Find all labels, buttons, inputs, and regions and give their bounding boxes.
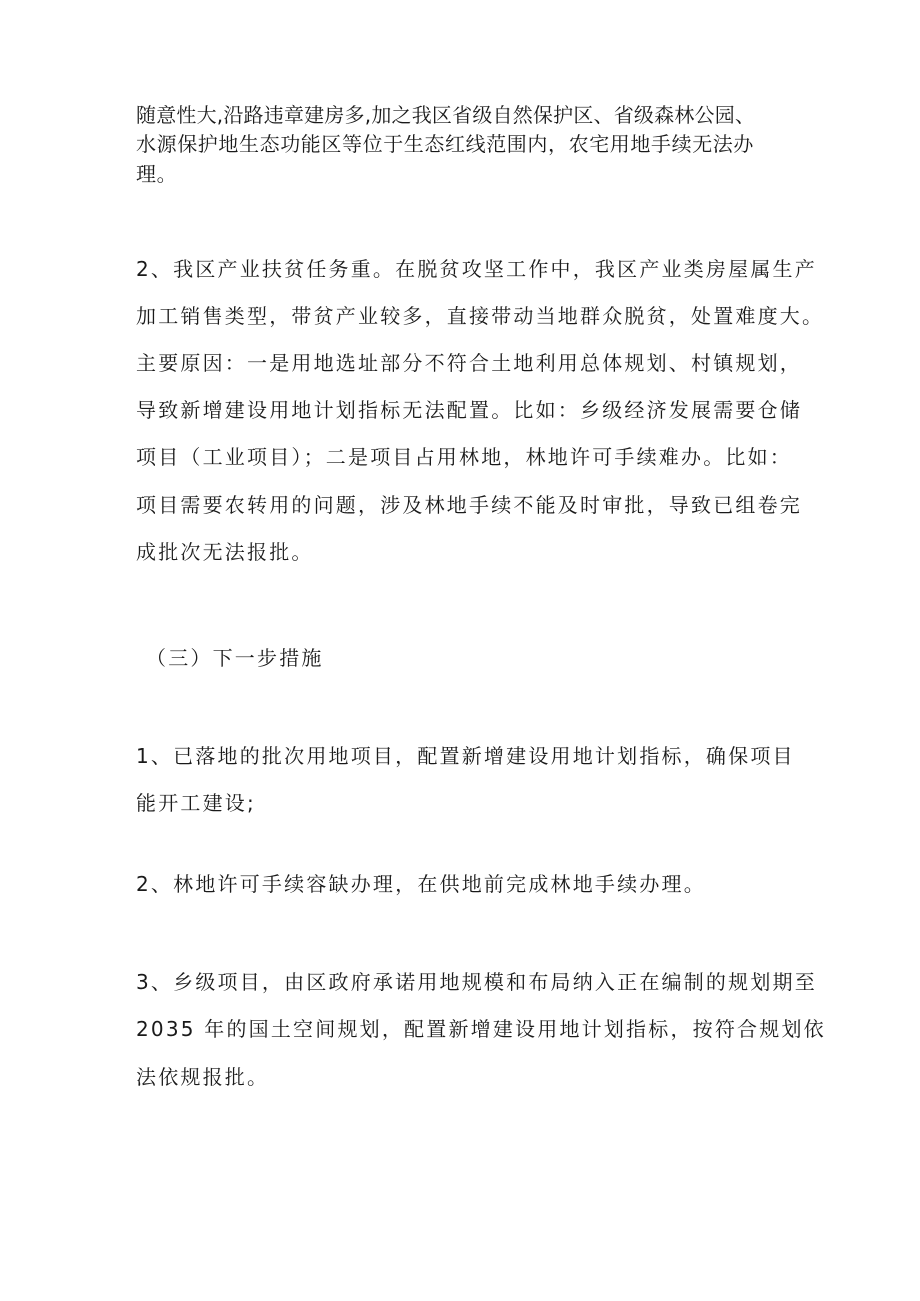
- text-line: 能开工建设;: [136, 791, 256, 815]
- text-line: 3、乡级项目，由区政府承诺用地规模和布局纳入正在编制的规划期至: [136, 970, 817, 994]
- text-line: 1、已落地的批次用地项目，配置新增建设用地计划指标，确保项目: [136, 744, 795, 768]
- section-heading: （三）下一步措施: [146, 646, 324, 670]
- text-line: 主要原因：一是用地选址部分不符合土地利用总体规划、村镇规划，: [136, 351, 802, 375]
- text-line: 项目需要农转用的问题，涉及林地手续不能及时审批，导致已组卷完: [136, 493, 802, 517]
- text-line: 随意性大,沿路违章建房多,加之我区省级自然保护区、省级森林公园、: [136, 103, 756, 127]
- text-line: 2、我区产业扶贫任务重。在脱贫攻坚工作中，我区产业类房屋属生产: [136, 257, 817, 281]
- text-line: 法依规报批。: [136, 1065, 270, 1089]
- text-line: 项目（工业项目）；二是项目占用林地，林地许可手续难办。比如：: [136, 445, 792, 469]
- text-line: 2、林地许可手续容缺办理，在供地前完成林地手续办理。: [136, 872, 706, 896]
- text-line: 加工销售类型，带贫产业较多，直接带动当地群众脱贫，处置难度大。: [136, 304, 825, 328]
- text-line: 理。: [136, 162, 178, 186]
- text-line: 导致新增建设用地计划指标无法配置。比如：乡级经济发展需要仓储: [136, 398, 802, 422]
- text-line: 2035 年的国土空间规划，配置新增建设用地计划指标，按符合规划依: [136, 1017, 826, 1041]
- text-line: 水源保护地生态功能区等位于生态红线范围内，农宅用地手续无法办: [136, 132, 754, 156]
- text-line: 成批次无法报批。: [136, 540, 314, 564]
